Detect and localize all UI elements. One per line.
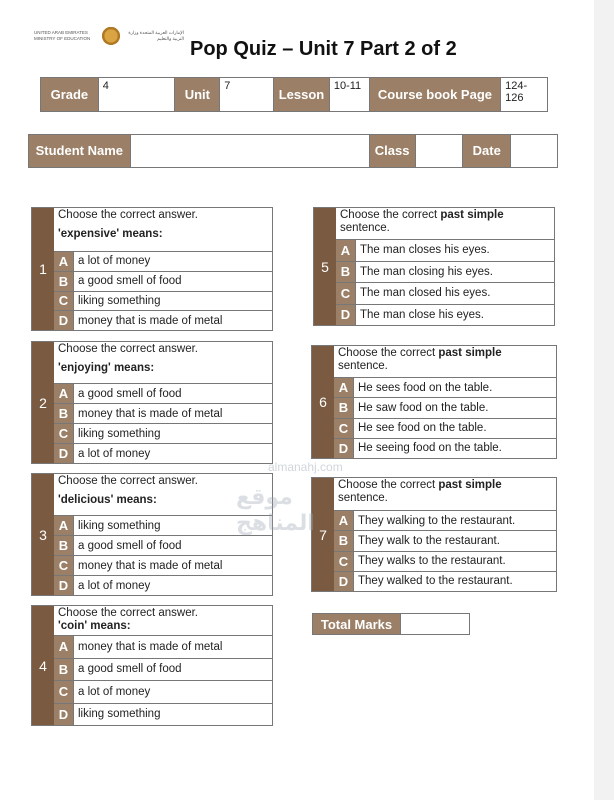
logo-text-en: UNITED ARAB EMIRATES MINISTRY OF EDUCATION <box>34 30 91 41</box>
question-7 <box>311 477 557 592</box>
option-b[interactable]: B a good smell of food <box>54 536 272 556</box>
question-prompt <box>54 208 272 252</box>
emblem-icon <box>100 26 122 48</box>
option-b[interactable]: B They walk to the restaurant. <box>334 531 556 551</box>
prompt-text: 'delicious' means: <box>58 494 157 506</box>
course-value[interactable]: 124-126 <box>501 78 547 111</box>
option-c[interactable]: C The man closed his eyes. <box>336 283 554 305</box>
student-row <box>28 134 558 168</box>
option-a[interactable]: A He sees food on the table. <box>334 378 556 398</box>
question-number: 5 <box>314 208 336 325</box>
lesson-value[interactable]: 10-11 <box>330 78 370 111</box>
option-a[interactable]: A money that is made of metal <box>54 636 272 659</box>
question-prompt: Choose the correct past simple sentence. <box>334 346 556 378</box>
question-prompt: Choose the correct past simple sentence. <box>336 208 554 240</box>
question-number: 1 <box>32 208 54 330</box>
option-c[interactable]: C a lot of money <box>54 681 272 704</box>
option-a[interactable]: A liking something <box>54 516 272 536</box>
prompt-text: 'coin' means: <box>58 620 131 632</box>
option-a[interactable]: A a good smell of food <box>54 384 272 404</box>
option-b[interactable]: B a good smell of food <box>54 272 272 292</box>
instruction-text: Choose the correct answer. <box>58 209 198 221</box>
option-c[interactable]: C liking something <box>54 424 272 444</box>
class-field[interactable] <box>416 135 464 167</box>
question-5 <box>313 207 555 326</box>
question-4 <box>31 605 273 726</box>
option-d[interactable]: D The man close his eyes. <box>336 305 554 326</box>
question-number: 4 <box>32 606 54 725</box>
student-name-label: Student Name <box>29 135 131 167</box>
option-a[interactable]: A The man closes his eyes. <box>336 240 554 262</box>
page-title: Pop Quiz – Unit 7 Part 2 of 2 <box>190 38 457 60</box>
option-d[interactable]: D a lot of money <box>54 444 272 463</box>
grade-label: Grade <box>41 78 99 111</box>
option-c[interactable]: C They walks to the restaurant. <box>334 552 556 572</box>
question-prompt <box>54 342 272 384</box>
question-number: 6 <box>312 346 334 458</box>
question-number: 2 <box>32 342 54 463</box>
course-label: Course book Page <box>370 78 501 111</box>
info-row <box>40 77 548 112</box>
question-prompt <box>54 474 272 516</box>
date-label: Date <box>463 135 511 167</box>
option-d[interactable]: D liking something <box>54 704 272 726</box>
option-c[interactable]: C money that is made of metal <box>54 556 272 576</box>
question-number: 7 <box>312 478 334 591</box>
logo-text-ar: الإمارات العربية المتحدة وزارة التربية والتعليم <box>128 30 184 41</box>
prompt-text: 'enjoying' means: <box>58 362 155 374</box>
question-prompt: Choose the correct past simple sentence. <box>334 478 556 511</box>
unit-label: Unit <box>175 78 220 111</box>
option-b[interactable]: B a good smell of food <box>54 659 272 682</box>
option-d[interactable]: D He seeing food on the table. <box>334 439 556 458</box>
total-marks-field[interactable] <box>401 614 469 634</box>
date-field[interactable] <box>511 135 557 167</box>
option-c[interactable]: C liking something <box>54 292 272 312</box>
question-3 <box>31 473 273 596</box>
question-2 <box>31 341 273 464</box>
question-1 <box>31 207 273 331</box>
instruction-text: Choose the correct answer. <box>58 607 198 619</box>
ministry-logo <box>34 26 184 48</box>
watermark-arabic: موقع المناهج <box>236 484 315 535</box>
lesson-label: Lesson <box>274 78 330 111</box>
option-a[interactable]: A a lot of money <box>54 252 272 272</box>
prompt-text: 'expensive' means: <box>58 228 163 240</box>
instruction-text: Choose the correct answer. <box>58 475 198 487</box>
option-a[interactable]: A They walking to the restaurant. <box>334 511 556 531</box>
watermark-site: almanahj.com <box>268 460 343 474</box>
option-b[interactable]: B He saw food on the table. <box>334 398 556 418</box>
instruction-text: Choose the correct answer. <box>58 343 198 355</box>
grade-value[interactable]: 4 <box>99 78 176 111</box>
option-b[interactable]: B The man closing his eyes. <box>336 262 554 284</box>
question-prompt <box>54 606 272 636</box>
option-d[interactable]: D money that is made of metal <box>54 311 272 330</box>
question-6 <box>311 345 557 459</box>
unit-value[interactable]: 7 <box>220 78 274 111</box>
page-edge-strip <box>594 0 614 800</box>
question-number: 3 <box>32 474 54 595</box>
option-d[interactable]: D They walked to the restaurant. <box>334 572 556 591</box>
option-c[interactable]: C He see food on the table. <box>334 419 556 439</box>
student-name-field[interactable] <box>131 135 370 167</box>
total-marks <box>312 613 470 635</box>
option-d[interactable]: D a lot of money <box>54 576 272 595</box>
option-b[interactable]: B money that is made of metal <box>54 404 272 424</box>
class-label: Class <box>370 135 416 167</box>
total-marks-label: Total Marks <box>313 614 401 634</box>
